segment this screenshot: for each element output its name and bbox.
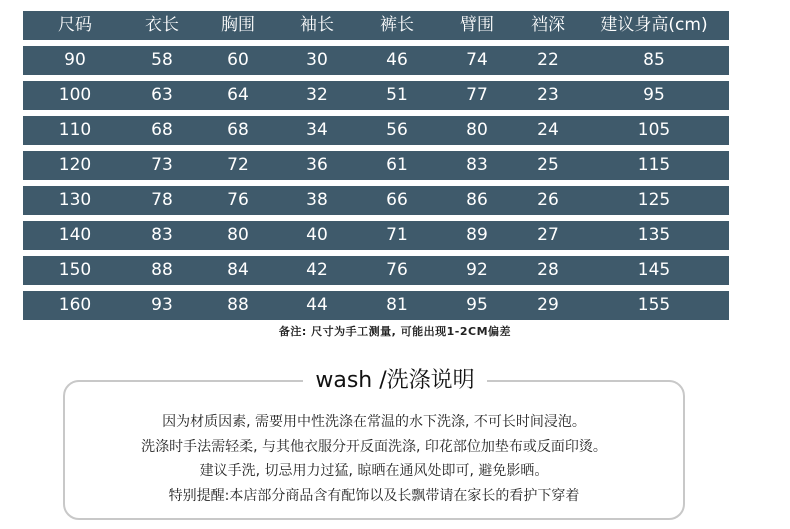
table-cell: 29 [537, 295, 559, 315]
measurement-note: 备注: 尺寸为手工测量, 可能出现1-2CM偏差 [278, 325, 512, 338]
table-cell: 22 [537, 50, 559, 70]
table-cell: 58 [151, 50, 173, 70]
table-cell: 110 [58, 120, 92, 140]
table-cell: 77 [466, 85, 488, 105]
table-cell: 36 [306, 155, 328, 175]
table-header-row [23, 11, 729, 40]
table-cell: 81 [386, 295, 408, 315]
table-cell: 32 [306, 85, 328, 105]
table-cell: 24 [537, 120, 559, 140]
table-cell: 34 [306, 120, 328, 140]
table-cell: 100 [58, 85, 92, 105]
wash-title-text: wash /洗涤说明 [303, 368, 486, 393]
table-cell: 88 [151, 260, 173, 280]
wash-line: 特别提醒:本店部分商品含有配饰以及长飘带请在家长的看护下穿着 [168, 487, 580, 504]
table-cell: 85 [643, 50, 665, 70]
table-cell: 68 [151, 120, 173, 140]
header-crotch: 裆深 [531, 15, 565, 35]
header-size: 尺码 [58, 15, 92, 35]
wash-line: 洗涤时手法需轻柔, 与其他衣服分开反面洗涤, 印花部位加垫布或反面印烫。 [141, 438, 607, 455]
table-cell: 66 [386, 190, 408, 210]
size-chart-table [23, 11, 729, 326]
table-cell: 92 [466, 260, 488, 280]
table-cell: 28 [537, 260, 559, 280]
table-cell: 40 [306, 225, 328, 245]
table-cell: 84 [227, 260, 249, 280]
table-row [23, 256, 729, 285]
table-cell: 68 [227, 120, 249, 140]
wash-line: 因为材质因素, 需要用中性洗涤在常温的水下洗涤, 不可长时间浸泡。 [162, 414, 586, 430]
table-cell: 145 [637, 260, 671, 280]
table-cell: 76 [227, 190, 249, 210]
table-cell: 78 [151, 190, 173, 210]
table-cell: 95 [643, 85, 665, 105]
table-cell: 95 [466, 295, 488, 315]
wash-line: 建议手洗, 切忌用力过猛, 晾晒在通风处即可, 避免影晒。 [199, 463, 549, 479]
wash-instructions [63, 410, 685, 508]
table-cell: 89 [466, 225, 488, 245]
table-cell: 120 [58, 155, 92, 175]
table-row [23, 186, 729, 215]
header-height: 建议身高(cm) [600, 15, 708, 35]
wash-title [0, 363, 790, 394]
table-cell: 80 [227, 225, 249, 245]
table-cell: 86 [466, 190, 488, 210]
table-cell: 90 [64, 50, 86, 70]
table-cell: 80 [466, 120, 488, 140]
table-cell: 72 [227, 155, 249, 175]
table-cell: 42 [306, 260, 328, 280]
table-cell: 74 [466, 50, 488, 70]
table-cell: 56 [386, 120, 408, 140]
table-cell: 51 [386, 85, 408, 105]
table-cell: 61 [386, 155, 408, 175]
table-cell: 130 [58, 190, 92, 210]
table-cell: 73 [151, 155, 173, 175]
table-cell: 115 [637, 155, 671, 175]
table-cell: 25 [537, 155, 559, 175]
table-cell: 63 [151, 85, 173, 105]
table-cell: 155 [637, 295, 671, 315]
table-cell: 88 [227, 295, 249, 315]
table-row [23, 46, 729, 75]
table-row [23, 151, 729, 180]
table-cell: 64 [227, 85, 249, 105]
table-cell: 27 [537, 225, 559, 245]
table-cell: 93 [151, 295, 173, 315]
table-cell: 26 [537, 190, 559, 210]
table-row [23, 221, 729, 250]
header-chest: 胸围 [221, 15, 255, 35]
table-cell: 83 [466, 155, 488, 175]
table-cell: 76 [386, 260, 408, 280]
header-sleeve: 袖长 [300, 15, 334, 35]
table-cell: 38 [306, 190, 328, 210]
table-cell: 60 [227, 50, 249, 70]
table-cell: 30 [306, 50, 328, 70]
table-cell: 71 [386, 225, 408, 245]
table-cell: 140 [58, 225, 92, 245]
table-cell: 150 [58, 260, 92, 280]
header-pants-length: 裤长 [380, 15, 414, 35]
table-row [23, 81, 729, 110]
table-cell: 46 [386, 50, 408, 70]
header-arm: 臂围 [460, 15, 494, 35]
table-row [23, 291, 729, 320]
table-cell: 135 [637, 225, 671, 245]
table-cell: 44 [306, 295, 328, 315]
table-cell: 23 [537, 85, 559, 105]
table-cell: 125 [637, 190, 671, 210]
table-cell: 83 [151, 225, 173, 245]
table-cell: 105 [637, 120, 671, 140]
header-length: 衣长 [145, 15, 179, 35]
table-row [23, 116, 729, 145]
table-cell: 160 [58, 295, 92, 315]
